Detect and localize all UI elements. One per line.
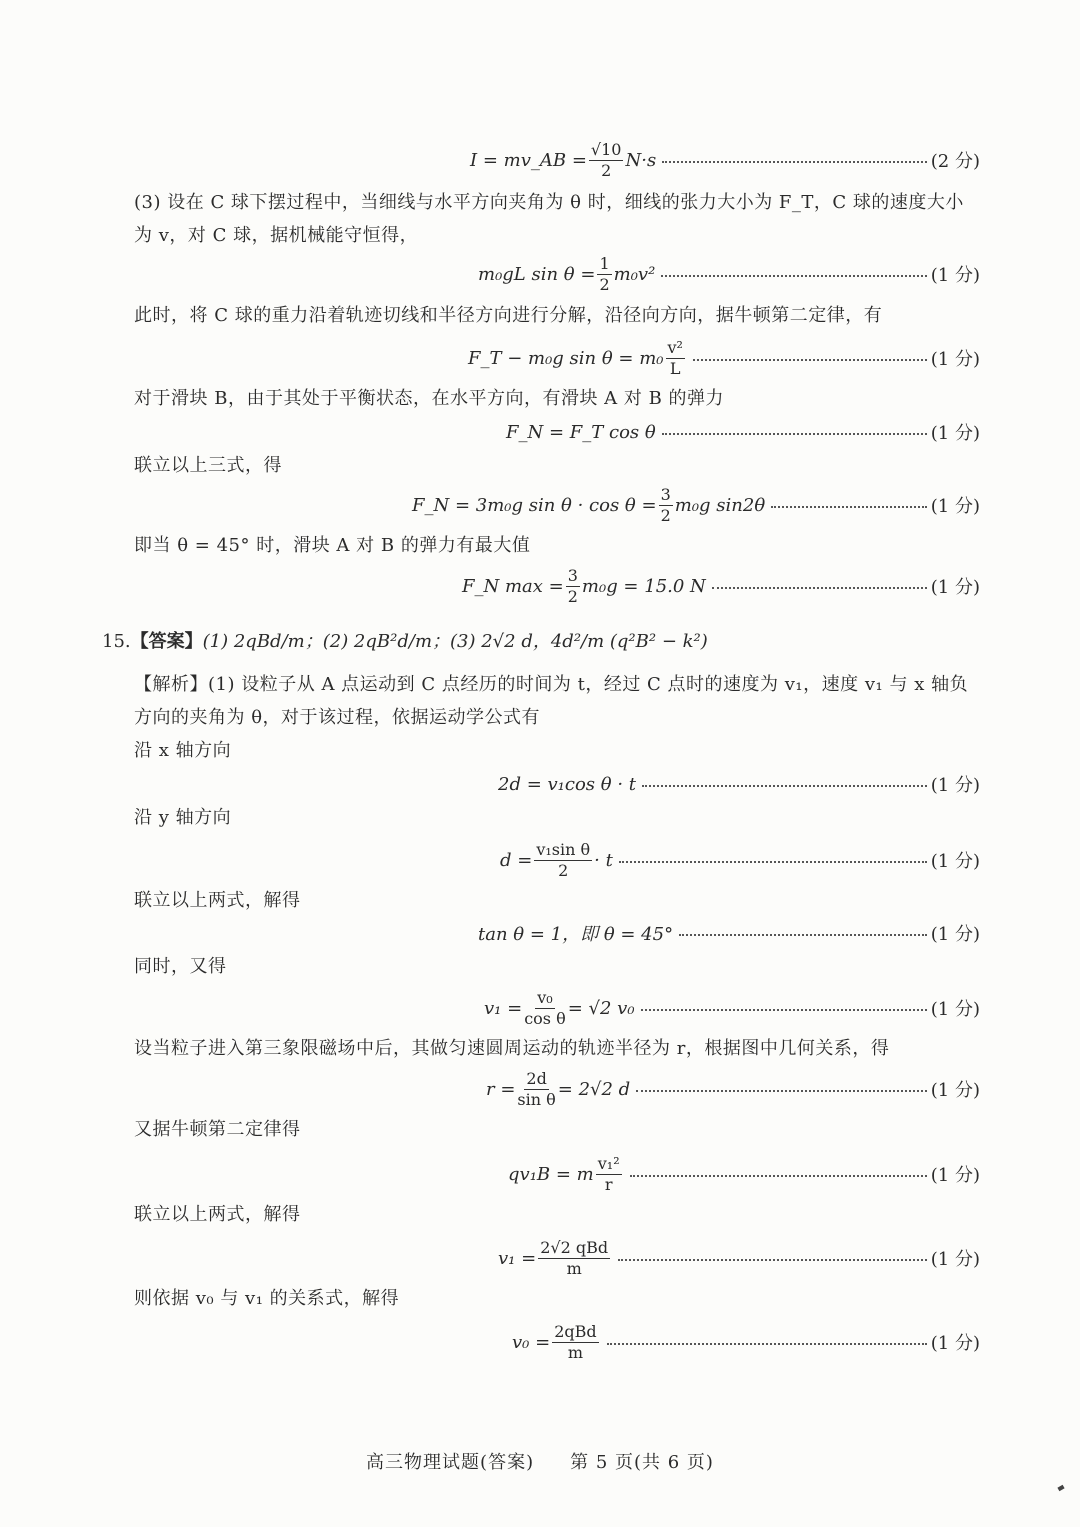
equation-lhs: F_T − m₀g sin θ = m₀ xyxy=(468,347,664,369)
equation-lhs: F_N = 3m₀g sin θ · cos θ = xyxy=(412,494,657,516)
equation-energy xyxy=(478,252,980,296)
equation-fn-expression xyxy=(412,483,980,527)
leader-dots xyxy=(679,934,927,936)
equation-lhs: m₀gL sin θ = xyxy=(478,263,596,285)
equation-rhs: m₀g = 15.0 N xyxy=(581,575,706,597)
leader-dots xyxy=(662,433,927,435)
score-label: (2 分) xyxy=(930,151,980,172)
equation-rhs: · t xyxy=(594,849,613,871)
equation-fraction: $\frac{\text{v₁sin θ}}{2}$ xyxy=(536,839,591,880)
equation-lhs: v₀ = xyxy=(512,1331,551,1353)
score-label: (1 分) xyxy=(930,1165,980,1186)
equation-fraction: $\frac{\text{2qBd}}{m}$ xyxy=(554,1321,597,1362)
score-label: (1 分) xyxy=(930,1333,980,1354)
equation-lhs: r = xyxy=(486,1078,516,1100)
paragraph-q15-analysis: 【解析】(1) 设粒子从 A 点运动到 C 点经历的时间为 t，经过 C 点时的速度为 v₁，速度 v₁ 与 x 轴负方向的夹角为 θ，对于该过程，依据运动学公式有 xyxy=(134,674,969,728)
leader-dots xyxy=(693,359,927,361)
equation-fraction: $\frac{2d}{\text{sin θ}}$ xyxy=(517,1068,556,1109)
score-label: (1 分) xyxy=(930,423,980,444)
score-label: (1 分) xyxy=(930,265,980,286)
equation-fn-max xyxy=(462,564,980,608)
leader-dots xyxy=(641,1009,927,1011)
equation-lhs: d = xyxy=(500,849,533,871)
paragraph-newton2: 又据牛顿第二定律得 xyxy=(134,1119,301,1140)
paragraph-combine-three: 联立以上三式，得 xyxy=(134,455,282,476)
leader-dots xyxy=(712,587,927,589)
equation-v1-result xyxy=(498,1236,980,1280)
score-label: (1 分) xyxy=(930,577,980,598)
footer-title: 高三物理试题(答案) xyxy=(366,1452,535,1473)
equation-normal xyxy=(506,410,980,454)
answer-label: 【答案】 xyxy=(130,631,203,652)
leader-dots xyxy=(642,785,927,787)
equation-lhs: 2d = v₁cos θ · t xyxy=(498,773,636,795)
paragraph-along-x: 沿 x 轴方向 xyxy=(134,740,232,761)
equation-v0-result xyxy=(512,1320,980,1364)
equation-impulse xyxy=(470,138,980,182)
equation-rhs: = 2√2 d xyxy=(557,1078,631,1100)
equation-x-motion xyxy=(498,762,980,806)
equation-fraction: $\frac{3}{2}$ xyxy=(567,565,578,606)
equation-y-motion xyxy=(500,838,980,882)
score-label: (1 分) xyxy=(930,496,980,517)
equation-v1-v0 xyxy=(484,986,980,1030)
equation-lhs: F_N = F_T cos θ xyxy=(506,421,656,443)
equation-lhs: I = mv_AB = xyxy=(470,149,587,171)
equation-lorentz xyxy=(508,1152,980,1196)
equation-fraction: $\frac{√10}{2}$ xyxy=(590,139,622,180)
score-label: (1 分) xyxy=(930,999,980,1020)
equation-fraction: $\frac{1}{2}$ xyxy=(599,253,610,294)
leader-dots xyxy=(618,1259,927,1261)
footer-page-number: 第 5 页(共 6 页) xyxy=(570,1452,714,1473)
leader-dots xyxy=(630,1175,927,1177)
score-label: (1 分) xyxy=(930,1249,980,1270)
paragraph-max: 即当 θ = 45° 时，滑块 A 对 B 的弹力有最大值 xyxy=(134,535,531,556)
score-label: (1 分) xyxy=(930,924,980,945)
equation-lhs: tan θ = 1，即 θ = 45° xyxy=(478,924,674,945)
leader-dots xyxy=(607,1343,927,1345)
paragraph-slider: 对于滑块 B，由于其处于平衡状态，在水平方向，有滑块 A 对 B 的弹力 xyxy=(134,388,725,409)
equation-fraction: $\frac{3}{2}$ xyxy=(660,484,671,525)
leader-dots xyxy=(636,1090,927,1092)
equation-rhs: m₀g sin2θ xyxy=(674,494,766,516)
paragraph-part3-intro: (3) 设在 C 球下摆过程中，当细线与水平方向夹角为 θ 时，细线的张力大小为 F_T，C 球的速度大小为 v，对 C 球，据机械能守恒得， xyxy=(134,192,964,246)
equation-lhs: v₁ = xyxy=(498,1247,537,1269)
paragraph-combine-two-a: 联立以上两式，解得 xyxy=(134,890,301,911)
score-label: (1 分) xyxy=(930,1080,980,1101)
equation-radial xyxy=(468,336,980,380)
leader-dots xyxy=(662,161,927,163)
equation-lhs: v₁ = xyxy=(484,997,523,1019)
equation-rhs: N·s xyxy=(625,149,657,171)
leader-dots xyxy=(771,506,927,508)
equation-fraction: $\frac{\text{v₁²}}{r}$ xyxy=(597,1153,620,1194)
answer-text: (1) 2qBd/m；(2) 2qB²d/m；(3) 2√2 d，4d²/m (q²B² − k²) xyxy=(202,631,708,652)
score-label: (1 分) xyxy=(930,349,980,370)
question-15-answer xyxy=(102,618,982,666)
scan-mark xyxy=(1057,1485,1064,1491)
leader-dots xyxy=(619,861,927,863)
question-number: 15. xyxy=(102,631,131,652)
equation-fraction: $\frac{\text{v²}}{L}$ xyxy=(667,337,683,378)
equation-radius xyxy=(486,1067,980,1111)
equation-lhs: qv₁B = m xyxy=(508,1163,594,1185)
equation-lhs: F_N max = xyxy=(462,575,564,597)
equation-tan xyxy=(478,911,980,955)
score-label: (1 分) xyxy=(930,851,980,872)
paragraph-along-y: 沿 y 轴方向 xyxy=(134,807,232,828)
score-label: (1 分) xyxy=(930,775,980,796)
leader-dots xyxy=(661,275,926,277)
equation-fraction: $\frac{\text{2√2 qBd}}{m}$ xyxy=(540,1237,609,1278)
paragraph-radius-intro: 设当粒子进入第三象限磁场中后，其做匀速圆周运动的轨迹半径为 r，根据图中几何关系，得 xyxy=(134,1038,890,1059)
equation-rhs: = √2 v₀ xyxy=(567,997,635,1019)
paragraph-decomposition: 此时，将 C 球的重力沿着轨迹切线和半径方向进行分解，沿径向方向，据牛顿第二定律，有 xyxy=(134,305,883,326)
equation-rhs: m₀v² xyxy=(613,263,656,285)
paragraph-combine-two-b: 联立以上两式，解得 xyxy=(134,1204,301,1225)
paragraph-meanwhile: 同时，又得 xyxy=(134,956,227,977)
paragraph-relation: 则依据 v₀ 与 v₁ 的关系式，解得 xyxy=(134,1288,400,1309)
equation-fraction: $\frac{\text{v₀}}{\text{cos θ}}$ xyxy=(524,987,566,1028)
page-footer xyxy=(0,1448,1080,1474)
